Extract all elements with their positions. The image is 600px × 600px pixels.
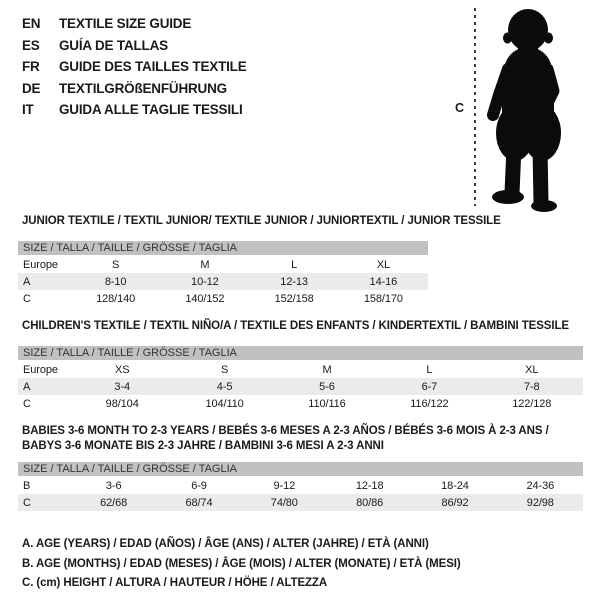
size-value-cell: 80/86 [356,496,384,509]
size-table-row [18,290,428,307]
language-row [22,13,247,35]
language-guide [22,13,247,121]
size-table-row [18,477,583,494]
children-size-table-wrap [18,346,583,412]
size-value-cell: 7-8 [523,380,540,393]
size-value-cell: 86/92 [441,496,469,509]
size-value-cell: XL [525,363,539,376]
language-title: GUIDA ALLE TAGLIE TESSILI [59,102,243,117]
size-value-cell: 68/74 [185,496,213,509]
size-value-cell: L [291,258,298,271]
size-header-bar: SIZE / TALLA / TAILLE / GRÖSSE / TAGLIA [18,462,583,476]
junior-size-table-wrap [18,241,428,307]
row-label: C [23,397,31,410]
children-textile-section [18,319,583,412]
language-title: GUÍA DE TALLAS [59,37,168,53]
toddler-silhouette-icon [482,7,574,213]
size-value-cell: 6-9 [191,479,207,492]
size-value-cell: S [220,363,229,376]
size-value-cell: XL [376,258,390,271]
size-header-bar: SIZE / TALLA / TAILLE / GRÖSSE / TAGLIA [18,346,583,360]
size-value-cell: 5-6 [319,380,335,393]
legend-line: A. AGE (YEARS) / EDAD (AÑOS) / ÂGE (ANS) / ALTER (JAHRE) / ETÀ (ANNI) [22,538,429,550]
size-value-cell: 14-16 [369,275,398,288]
junior-textile-section [18,214,501,307]
row-label: B [23,479,31,492]
language-code: EN [22,16,41,31]
size-value-cell: 8-10 [104,275,127,288]
babies-textile-section [18,424,583,511]
legend-line: C. (cm) HEIGHT / ALTURA / HAUTEUR / HÖHE / ALTEZZA [22,577,328,589]
junior-size-table [18,256,428,307]
row-label: C [23,496,31,509]
language-code: DE [22,80,41,96]
children-size-table [18,361,583,412]
size-value-cell: 10-12 [191,275,219,288]
size-value-cell: 6-7 [421,380,438,393]
size-value-cell: 3-4 [114,380,130,393]
size-value-cell: 24-36 [526,479,555,492]
size-value-cell: M [322,363,332,376]
size-value-cell: 4-5 [216,380,233,393]
size-value-cell: 104/110 [205,397,244,410]
size-value-cell: 92/98 [526,496,554,509]
size-value-cell: 12-13 [280,275,308,288]
size-value-cell: 98/104 [105,397,139,410]
row-label: A [23,275,31,288]
size-value-cell: 152/158 [274,292,314,305]
language-code: FR [22,59,40,74]
section-title-line: CHILDREN'S TEXTILE / TEXTIL NIÑO/A / TEXTILE DES ENFANTS / KINDERTEXTIL / BAMBINI TESSILE [22,320,569,332]
size-value-cell: M [200,258,210,271]
size-table-row [18,378,583,395]
size-table-row [18,361,583,378]
size-value-cell: 128/140 [96,292,136,305]
size-table-row [18,494,583,511]
babies-size-table [18,477,583,511]
size-value-cell: 116/122 [410,397,449,410]
language-title: TEXTILGRÖßENFÜHRUNG [59,80,227,96]
height-measure-figure [440,0,600,220]
language-title: TEXTILE SIZE GUIDE [59,16,192,31]
row-label: A [23,380,31,393]
size-value-cell: 18-24 [441,479,469,492]
section-title-line: BABYS 3-6 MONATE BIS 2-3 JAHRE / BAMBINI 3-6 MESI A 2-3 ANNI [22,440,384,452]
language-row [22,99,247,121]
size-table-row [18,395,583,412]
size-value-cell: 110/116 [308,397,346,410]
language-row [22,56,247,78]
language-title: GUIDE DES TAILLES TEXTILE [59,59,247,74]
size-value-cell: 122/128 [512,397,552,410]
row-label: Europe [23,363,58,376]
section-title-line: JUNIOR TEXTILE / TEXTIL JUNIOR/ TEXTILE JUNIOR / JUNIORTEXTIL / JUNIOR TESSILE [22,215,501,227]
measurement-legend [22,535,461,594]
row-label: C [23,292,31,305]
size-header-bar: SIZE / TALLA / TAILLE / GRÖSSE / TAGLIA [18,241,428,255]
junior-section-title [22,214,501,229]
babies-size-table-wrap [18,462,583,511]
size-table-row [18,273,428,290]
height-measure-dashed-line [474,8,476,206]
legend-line: B. AGE (MONTHS) / EDAD (MESES) / ÂGE (MOIS) / ALTER (MONATE) / ETÀ (MESI) [22,557,461,570]
language-row [22,78,247,100]
language-row [22,35,247,57]
language-code: IT [22,102,34,117]
size-value-cell: 74/80 [270,496,298,509]
babies-section-title [22,424,583,454]
size-value-cell: 3-6 [105,479,122,492]
size-value-cell: 158/170 [363,292,403,305]
row-label: Europe [23,258,58,271]
size-value-cell: L [426,363,433,376]
height-measure-label: C [455,101,465,115]
size-value-cell: 12-18 [355,479,384,492]
size-value-cell: 9-12 [273,479,296,492]
size-value-cell: 140/152 [185,292,225,305]
children-section-title [22,319,583,334]
size-value-cell: S [112,258,120,271]
language-code: ES [22,37,40,53]
size-value-cell: XS [114,363,130,376]
size-value-cell: 62/68 [100,496,128,509]
size-table-row [18,256,428,273]
section-title-line: BABIES 3-6 MONTH TO 2-3 YEARS / BEBÉS 3-6 MESES A 2-3 AÑOS / BÉBÉS 3-6 MOIS À 2-3 ANS / [22,425,549,437]
